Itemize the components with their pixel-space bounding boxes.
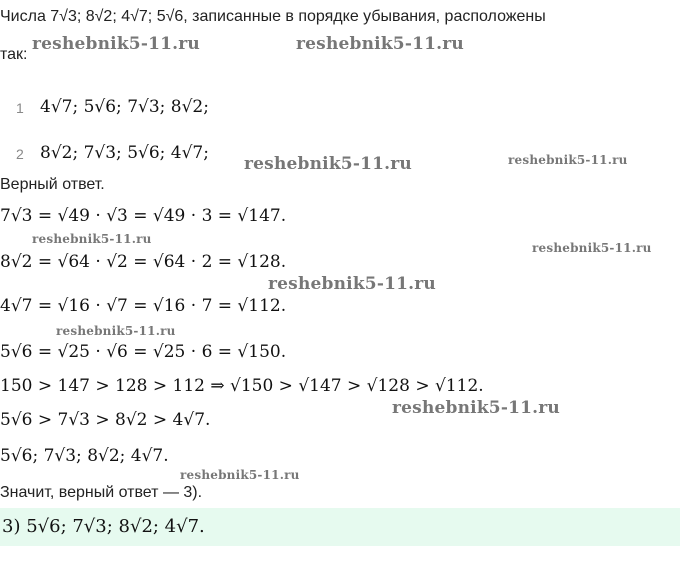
- watermark: reshebnik5-11.ru: [32, 232, 152, 246]
- conclusion-text: Значит, верный ответ — 3).: [0, 484, 203, 501]
- watermark: reshebnik5-11.ru: [180, 468, 300, 482]
- step-5: 150 > 147 > 128 > 112 ⇒ √150 > √147 > √128 > √112.: [0, 376, 484, 396]
- watermark: reshebnik5-11.ru: [32, 34, 200, 54]
- question-line-2: так:: [0, 46, 28, 63]
- step-7: 5√6; 7√3; 8√2; 4√7.: [0, 446, 169, 466]
- step-2: 8√2 = √64 · √2 = √64 · 2 = √128.: [0, 252, 287, 272]
- watermark: reshebnik5-11.ru: [296, 34, 464, 54]
- option-1[interactable]: 4√7; 5√6; 7√3; 8√2;: [40, 97, 209, 117]
- watermark: reshebnik5-11.ru: [392, 398, 560, 418]
- watermark: reshebnik5-11.ru: [532, 241, 652, 255]
- step-3: 4√7 = √16 · √7 = √16 · 7 = √112.: [0, 296, 287, 316]
- question-line-1: Числа 7√3; 8√2; 4√7; 5√6, записанные в порядке убывания, расположены: [0, 8, 546, 25]
- step-1: 7√3 = √49 · √3 = √49 · 3 = √147.: [0, 206, 287, 226]
- step-6: 5√6 > 7√3 > 8√2 > 4√7.: [0, 410, 211, 430]
- step-4: 5√6 = √25 · √6 = √25 · 6 = √150.: [0, 342, 287, 362]
- watermark: reshebnik5-11.ru: [508, 153, 628, 167]
- watermark: reshebnik5-11.ru: [268, 274, 436, 294]
- option-2[interactable]: 8√2; 7√3; 5√6; 4√7;: [40, 143, 209, 163]
- watermark: reshebnik5-11.ru: [56, 324, 176, 338]
- correct-answer-label: Верный ответ.: [0, 176, 105, 193]
- option-number-2: 2: [16, 146, 24, 162]
- option-number-1: 1: [16, 100, 24, 116]
- watermark: reshebnik5-11.ru: [244, 154, 412, 174]
- final-answer: 3) 5√6; 7√3; 8√2; 4√7.: [2, 516, 205, 537]
